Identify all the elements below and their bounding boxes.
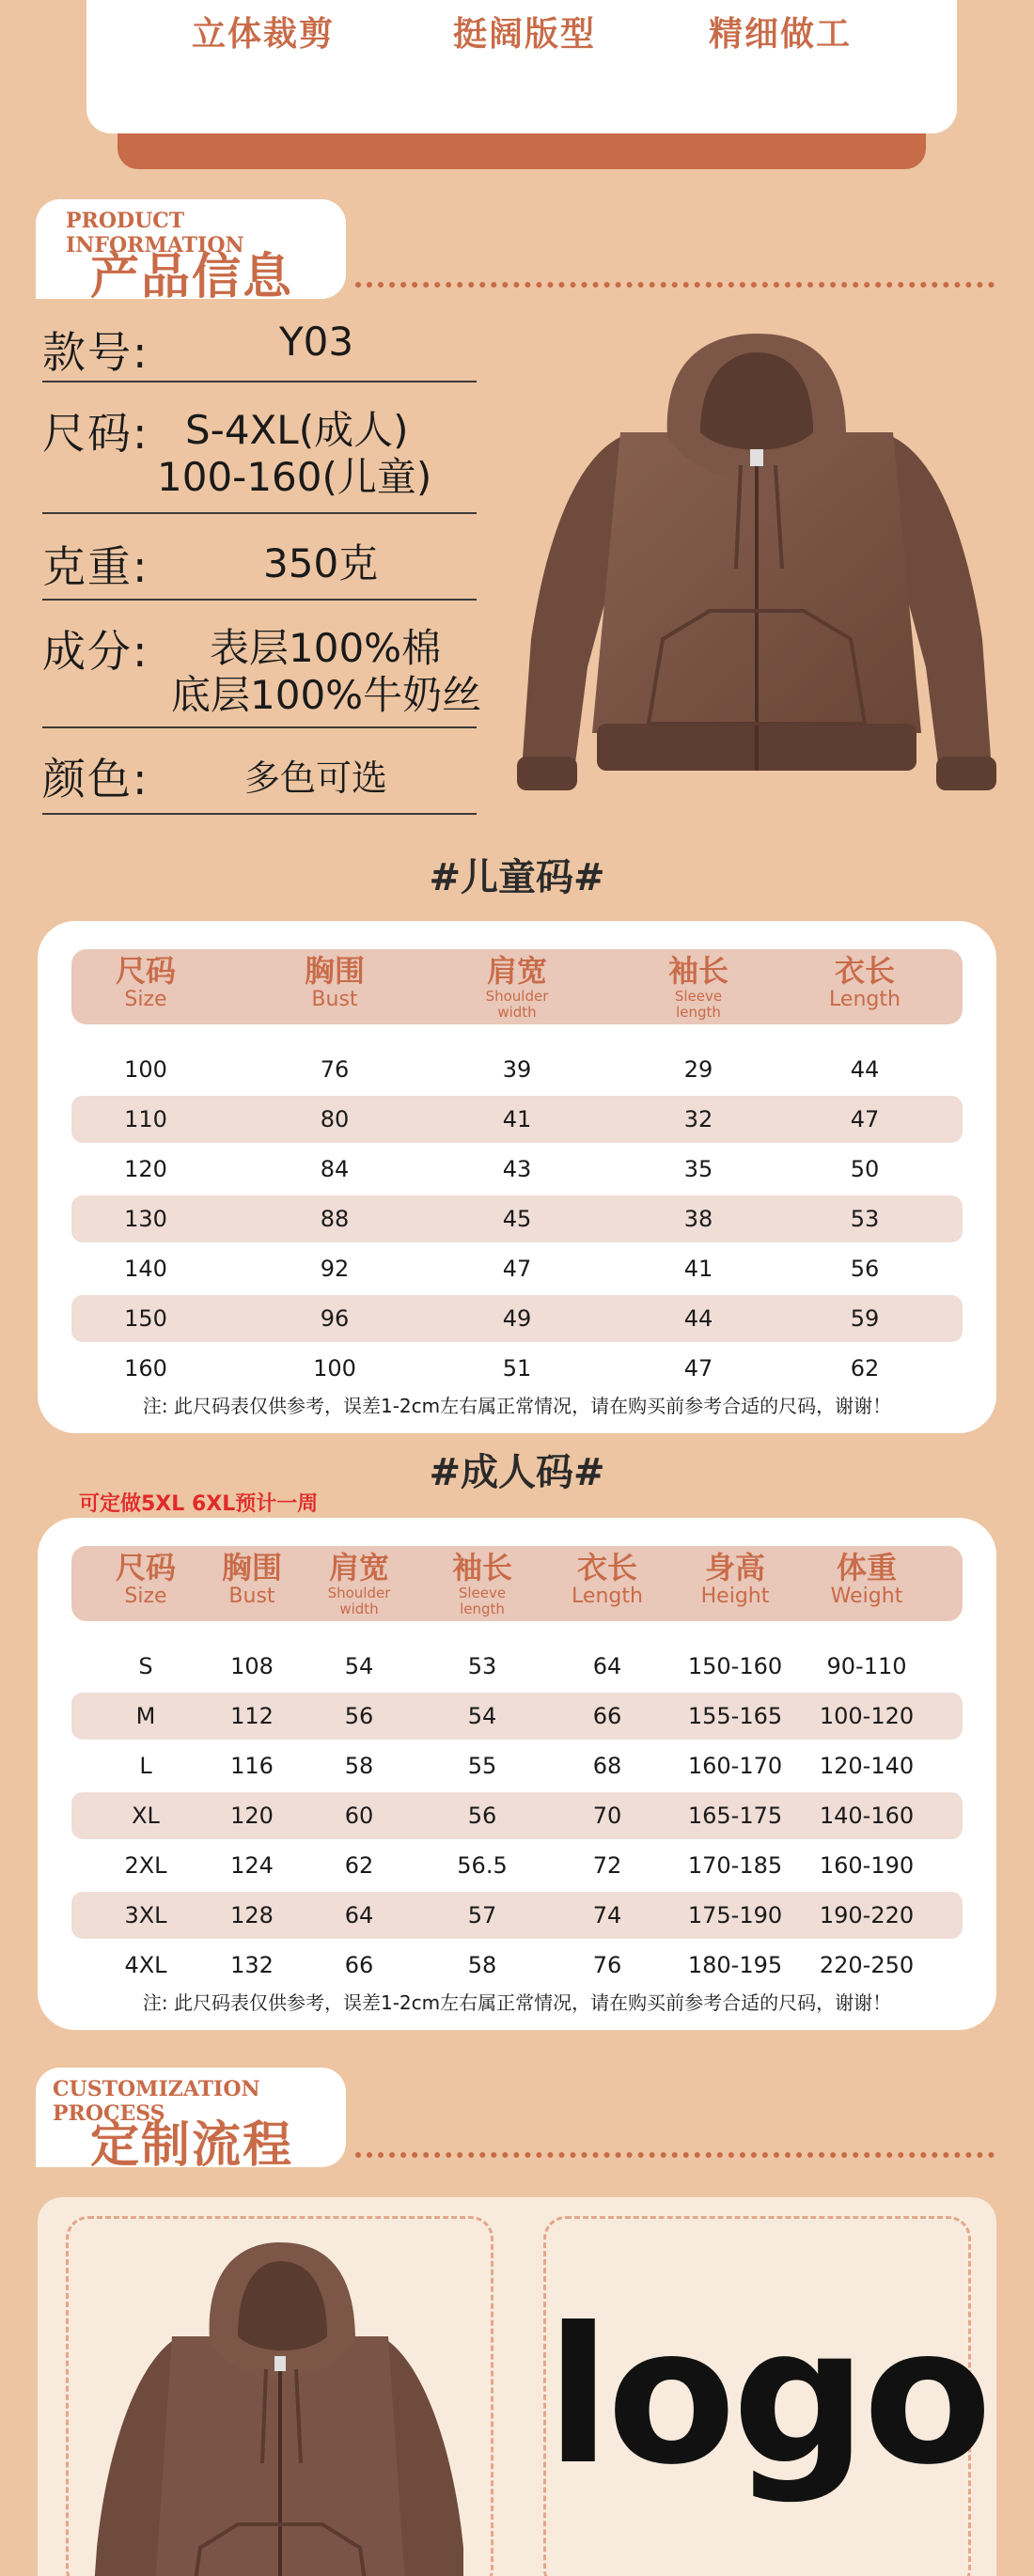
adult-table-note: 注: 此尺码表仅供参考，误差1-2cm左右属正常情况，请在购买前参考合适的尺码，谢谢！ <box>142 1991 892 2014</box>
size-value-kids: 100-160(儿童) <box>157 454 432 500</box>
kids-cell: 38 <box>683 1206 713 1232</box>
dotted-divider-2 <box>355 2152 995 2158</box>
kids-cell: 140 <box>124 1256 167 1282</box>
kids-cell: 39 <box>502 1056 532 1083</box>
adult-row <box>71 1643 963 1690</box>
adult-cell: 76 <box>592 1952 622 1978</box>
adult-cell: 190-220 <box>819 1902 915 1928</box>
adult-cell: 62 <box>344 1852 374 1879</box>
adult-cell: 170-185 <box>687 1852 783 1879</box>
kids-cell: 47 <box>683 1355 713 1382</box>
adult-cell: 220-250 <box>819 1952 915 1978</box>
kids-cell: 50 <box>850 1156 880 1182</box>
adult-cell: 68 <box>592 1753 622 1779</box>
feature-2: 挺阔版型 <box>453 15 597 54</box>
adult-cell: 64 <box>344 1902 374 1928</box>
kids-cell: 150 <box>124 1305 167 1332</box>
adult-cell: 140-160 <box>819 1803 915 1829</box>
kids-header-size: 尺码 Size <box>115 953 177 1011</box>
feature-banner <box>86 0 957 133</box>
adult-row <box>71 1693 963 1740</box>
adult-cell: M <box>135 1703 156 1729</box>
kids-size-table <box>38 921 996 1433</box>
dotted-divider <box>355 282 995 288</box>
adult-header-weight: 体重 Weight <box>830 1550 903 1608</box>
logo-text: logo <box>546 2287 989 2506</box>
info-row-material <box>42 601 482 728</box>
kids-header-shoulder: 肩宽 Shoulder width <box>485 953 549 1021</box>
style-value: Y03 <box>279 319 354 365</box>
adult-header-shoulder: 肩宽 Shoulder width <box>327 1550 391 1617</box>
adult-cell: 120-140 <box>819 1753 915 1779</box>
adult-cell: 54 <box>467 1703 497 1729</box>
adult-cell: 150-160 <box>687 1653 783 1679</box>
kids-cell: 47 <box>850 1106 880 1132</box>
adult-cell: 4XL <box>124 1952 167 1978</box>
kids-table-header <box>71 949 963 1024</box>
adult-cell: 108 <box>230 1653 274 1679</box>
adult-cell: 2XL <box>124 1852 167 1879</box>
kids-cell: 120 <box>124 1156 167 1182</box>
kids-cell: 32 <box>683 1106 713 1132</box>
process-step-garment <box>66 2216 494 2576</box>
adult-cell: 100-120 <box>819 1703 915 1729</box>
product-info-tab <box>36 199 346 305</box>
kids-cell: 100 <box>313 1355 356 1382</box>
adult-cell: 70 <box>592 1803 622 1829</box>
adult-cell: 175-190 <box>687 1902 783 1928</box>
info-row-size <box>42 382 477 514</box>
info-row-weight <box>42 514 477 601</box>
process-step-logo <box>543 2216 989 2576</box>
kids-cell: 160 <box>124 1355 167 1382</box>
kids-table-title: #儿童码# <box>429 856 605 899</box>
info-row-style <box>42 315 477 382</box>
material-label: 成分: <box>42 626 149 677</box>
material-value-inner: 底层100%牛奶丝 <box>171 672 482 718</box>
product-info-en: PRODUCT INFORMATION <box>66 209 244 258</box>
adult-row <box>71 1892 963 1939</box>
adult-cell: 124 <box>230 1852 274 1879</box>
kids-header-length: 衣长 Length <box>829 953 901 1011</box>
kids-row <box>71 1295 963 1342</box>
kids-cell: 41 <box>683 1256 713 1282</box>
adult-cell: 128 <box>230 1902 274 1928</box>
adult-cell: 120 <box>230 1803 274 1829</box>
kids-row <box>71 1096 963 1143</box>
kids-cell: 43 <box>502 1156 532 1182</box>
kids-cell: 51 <box>502 1355 532 1382</box>
adult-cell: 66 <box>592 1703 622 1729</box>
adult-table-header <box>71 1546 963 1621</box>
hoodie-image <box>87 2238 463 2576</box>
color-label: 颜色: <box>42 754 149 804</box>
adult-cell: 132 <box>230 1952 274 1978</box>
process-en: CUSTOMIZATION PROCESS <box>53 2077 260 2126</box>
adult-cell: 56 <box>344 1703 374 1729</box>
adult-cell: 60 <box>344 1803 374 1829</box>
adult-cell: 160-170 <box>687 1753 783 1779</box>
kids-cell: 84 <box>320 1156 350 1182</box>
kids-cell: 56 <box>850 1256 880 1282</box>
process-card <box>38 2197 996 2576</box>
adult-header-height: 身高 Height <box>700 1550 770 1608</box>
kids-row <box>71 1345 963 1392</box>
adult-cell: 116 <box>230 1753 274 1779</box>
adult-cell: S <box>138 1653 153 1679</box>
size-value-adult: S-4XL(成人) <box>185 407 409 453</box>
adult-cell: 160-190 <box>819 1852 915 1879</box>
adult-size-table <box>38 1518 996 2030</box>
kids-cell: 44 <box>850 1056 880 1083</box>
kids-cell: 92 <box>320 1256 350 1282</box>
adult-cell: 55 <box>467 1753 497 1779</box>
adult-cell: 54 <box>344 1653 374 1679</box>
adult-cell: 58 <box>467 1952 497 1978</box>
adult-cell: L <box>139 1753 152 1779</box>
custom-size-note: 可定做5XL 6XL预计一周 <box>79 1492 319 1516</box>
adult-cell: 53 <box>467 1653 497 1679</box>
adult-header-size: 尺码 Size <box>115 1550 177 1608</box>
adult-cell: 66 <box>344 1952 374 1978</box>
adult-cell: 155-165 <box>687 1703 783 1729</box>
adult-row <box>71 1792 963 1839</box>
adult-cell: 56 <box>467 1803 497 1829</box>
kids-row <box>71 1146 963 1193</box>
kids-row <box>71 1245 963 1292</box>
adult-cell: 112 <box>230 1703 274 1729</box>
adult-cell: 3XL <box>124 1902 167 1928</box>
adult-table-title: #成人码# <box>429 1451 605 1494</box>
kids-cell: 76 <box>320 1056 350 1083</box>
adult-cell: 58 <box>344 1753 374 1779</box>
kids-cell: 130 <box>124 1206 167 1232</box>
adult-cell: XL <box>132 1803 160 1829</box>
adult-row <box>71 1942 963 1989</box>
adult-cell: 56.5 <box>457 1852 508 1879</box>
kids-table-note: 注: 此尺码表仅供参考，误差1-2cm左右属正常情况，请在购买前参考合适的尺码，谢谢！ <box>142 1395 892 1417</box>
kids-cell: 62 <box>850 1355 880 1382</box>
kids-row <box>71 1046 963 1093</box>
product-info-title: 产品信息 <box>90 249 294 305</box>
adult-cell: 180-195 <box>687 1952 783 1978</box>
kids-header-sleeve: 袖长 Sleeve length <box>667 953 729 1021</box>
kids-cell: 59 <box>850 1305 880 1332</box>
adult-row <box>71 1842 963 1889</box>
weight-value: 350克 <box>263 540 379 586</box>
kids-cell: 35 <box>683 1156 713 1182</box>
adult-cell: 57 <box>467 1902 497 1928</box>
adult-cell: 64 <box>592 1653 622 1679</box>
kids-cell: 96 <box>320 1305 350 1332</box>
kids-cell: 49 <box>502 1305 532 1332</box>
material-value-outer: 表层100%棉 <box>210 625 442 671</box>
adult-cell: 90-110 <box>826 1653 907 1679</box>
style-label: 款号: <box>42 327 149 378</box>
kids-cell: 47 <box>502 1256 532 1282</box>
size-label: 尺码: <box>42 408 149 459</box>
kids-cell: 80 <box>320 1106 350 1132</box>
adult-header-bust: 胸围 Bust <box>221 1550 283 1608</box>
feature-3: 精细做工 <box>709 15 853 54</box>
kids-header-bust: 胸围 Bust <box>304 953 366 1011</box>
adult-row <box>71 1742 963 1789</box>
kids-cell: 41 <box>502 1106 532 1132</box>
kids-cell: 100 <box>124 1056 167 1083</box>
hoodie-image <box>508 329 1006 808</box>
kids-cell: 29 <box>683 1056 713 1083</box>
kids-cell: 45 <box>502 1206 532 1232</box>
kids-cell: 110 <box>124 1106 167 1132</box>
adult-cell: 165-175 <box>687 1803 783 1829</box>
adult-cell: 74 <box>592 1902 622 1928</box>
color-value: 多色可选 <box>244 757 388 799</box>
weight-label: 克重: <box>42 541 149 592</box>
process-title: 定制流程 <box>90 2117 294 2174</box>
info-row-color <box>42 728 477 815</box>
kids-cell: 88 <box>320 1206 350 1232</box>
adult-cell: 72 <box>592 1852 622 1879</box>
adult-header-length: 衣长 Length <box>572 1550 643 1608</box>
kids-cell: 44 <box>683 1305 713 1332</box>
feature-1: 立体裁剪 <box>192 15 336 54</box>
adult-header-sleeve: 袖长 Sleeve length <box>451 1550 513 1617</box>
kids-cell: 53 <box>850 1206 880 1232</box>
process-tab <box>36 2068 346 2174</box>
kids-row <box>71 1195 963 1242</box>
